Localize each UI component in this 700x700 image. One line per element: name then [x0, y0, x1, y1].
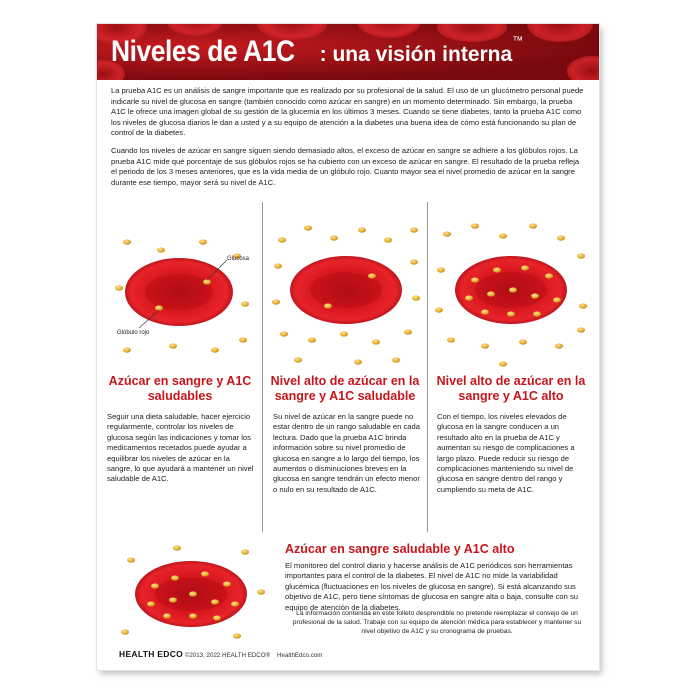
column-divider [427, 202, 428, 532]
red-cell-label: Glóbulo rojo [117, 330, 150, 336]
trademark-symbol: ™ [512, 35, 524, 47]
title-subtitle: : una visión interna [319, 43, 513, 66]
healthy-sugar-high-a1c-illustration [111, 538, 271, 646]
intro-paragraph-1: La prueba A1C es un análisis de sangre importante que es realizado por su profesional de la salud. El uso de un glucómetro personal puede indicarle su nivel de glucosa en sangre (también conocido como azúcar en sangre) en un momento determinado. Sin embargo, la prueba A1C le ofrece una imagen global de su gestión de la glucemia en los últimos 3 meses. Cuando se tiene diabetes, tanto la prueba A1C como los niveles de glucosa diarios le dan a usted y a su equipo de atención a la diabetes una buena idea de cómo está funcionando su plan de control de la diabetes. [111, 86, 584, 138]
intro-paragraph-2: Cuando los niveles de azúcar en sangre siguen siendo demasiado altos, el exceso de azúcar en sangre se adhiere a los glóbulos rojos. La prueba A1C mide qué porcentaje de sus glóbulos rojos se ha cubierto con un exceso de azúcar en sangre. El resultado de la prueba refleja el periodo de los 3 meses anteriores, que es la vida media de un glóbulo rojo. Cuanto mayor sea el nivel promedio de azúcar en la sangre durante ese tiempo, mayor será su nivel de A1C. [111, 145, 580, 187]
flyer-sheet [97, 24, 599, 670]
footer [119, 649, 589, 659]
healthy-cell-illustration [103, 210, 259, 378]
website-link[interactable]: HealthEdco.com [277, 652, 323, 659]
intro-text [111, 86, 585, 195]
page-title [111, 35, 523, 69]
title-banner [97, 24, 599, 80]
panel-4-heading: Azúcar en sangre saludable y A1C alto [285, 542, 515, 556]
panel-3-heading: Nivel alto de azúcar en la sangre y A1C alto [436, 374, 586, 403]
copyright-text: ©2013, 2022 HEALTH EDCO® [184, 652, 271, 659]
glucose-label: Glucosa [227, 256, 250, 262]
disclaimer-text: La información contenida en este folleto desprendible no pretende reemplazar el consejo de un profesional de la salud. Trabaje con su equipo de atención médica para establecer y mantener su nivel objetivo de A1C y su cronograma de pruebas. [292, 610, 582, 635]
column-divider [262, 202, 263, 532]
brand-logo: HEALTH EDCO [119, 649, 184, 659]
high-sugar-healthy-a1c-illustration [268, 210, 424, 378]
panel-4-body: El monitoreo del control diario y hacerse análisis de A1C periódicos son herramientas importantes para el control de la diabetes. El nivel de A1C no mide la variabilidad glucémica (fluctuaciones en los niveles de glucosa en sangre). Si está alcanzando sus objetivo de A1C, pero tiene síntomas de glucosa en sangre alta o baja, consulte con su equipo de atención de la diabetes. [285, 561, 578, 612]
red-blood-cell-center [145, 274, 213, 310]
panel-1-body: Seguir una dieta saludable, hacer ejercicio regularmente, controlar los niveles de glucosa según las indicaciones y tomar los medicamentos recetados puede ayudar a equilibrar los niveles de azúcar en la sangre, lo que ayudará a mantener un nivel saludable de A1C. [107, 412, 254, 484]
panel-2-heading: Nivel alto de azúcar en la sangre y A1C saludable [270, 374, 420, 403]
panel-3-body: Con el tiempo, los niveles elevados de glucosa en la sangre conducen a un resultado alto en la prueba de A1C y aumentan su riesgo de complicaciones a largo plazo. Puede reducir su riesgo de complicaciones manteniendo su nivel de glucosa en sangre dentro del rango y cumpliendo su meta de A1C. [437, 412, 575, 494]
title-main: Niveles de A1C [111, 35, 295, 68]
panel-1-heading: Azúcar en sangre y A1C saludables [108, 374, 252, 403]
high-sugar-high-a1c-illustration [433, 210, 589, 378]
panel-2-body: Su nivel de azúcar en la sangre puede no estar dentro de un rango saludable en cada lectura. Dado que la prueba A1C brinda información sobre su nivel promedio de glucosa en sangre a lo largo del tiempo, los aumentos o disminuciones breves en la glucosa en sangre tendrán un efecto menor o nulo en su resultado de A1C. [273, 412, 420, 494]
